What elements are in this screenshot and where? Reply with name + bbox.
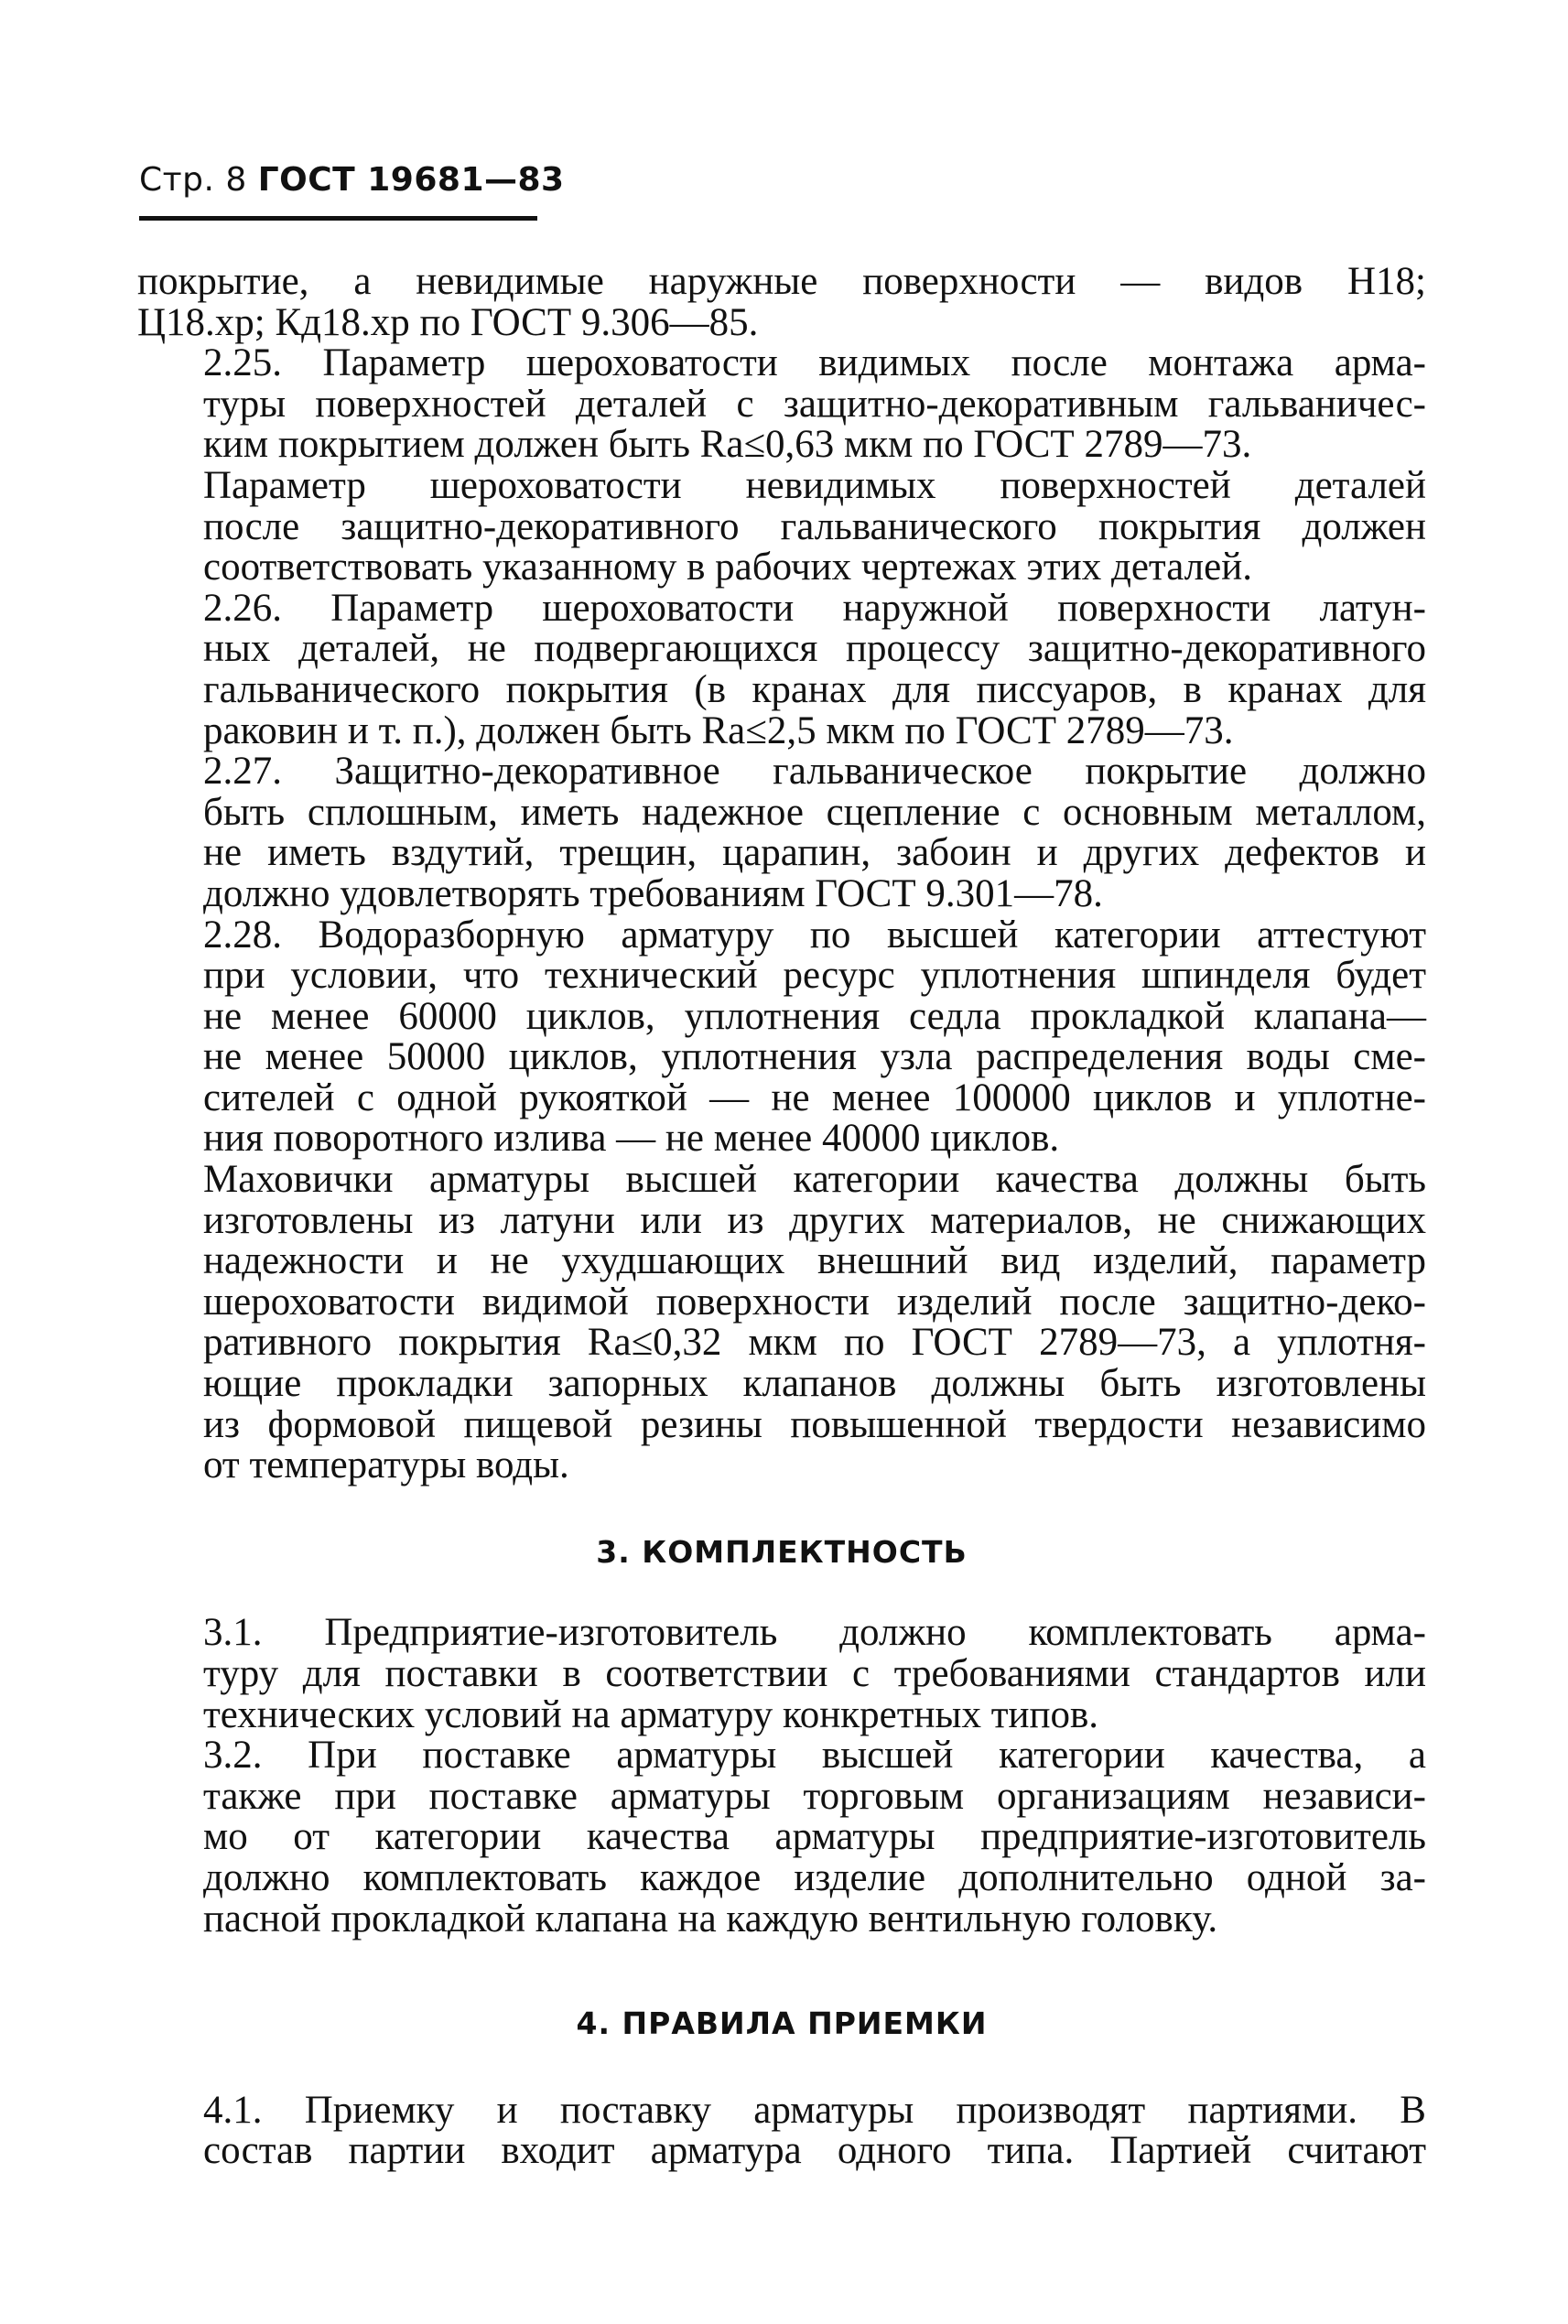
text-line: 2.27. Защитно-декоративное гальваническое покрытие должно bbox=[203, 750, 1426, 794]
text-line: мо от категории качества арматуры предприятие-изготовитель bbox=[203, 1815, 1426, 1859]
text-line: 3.1. Предприятие-изготовитель должно комплектовать арма- bbox=[203, 1611, 1426, 1655]
paragraph-2-28 bbox=[137, 915, 1426, 1161]
paragraph-2-27 bbox=[137, 751, 1426, 914]
text-line: от температуры воды. bbox=[203, 1443, 569, 1487]
document-body bbox=[137, 262, 1426, 2172]
spacer bbox=[137, 2045, 1426, 2091]
text-line: сителей с одной рукояткой — не менее 100000 циклов и уплотне- bbox=[203, 1076, 1426, 1119]
spacer bbox=[137, 1573, 1426, 1613]
text-line: ющие прокладки запорных клапанов должны быть изготовлены bbox=[203, 1362, 1426, 1406]
section-4-title: 4. ПРАВИЛА ПРИЕМКИ bbox=[576, 2005, 988, 2042]
text-line: ким покрытием должен быть Ra≤0,63 мкм по ГОСТ 2789—73. bbox=[203, 423, 1252, 467]
paragraph-continuation bbox=[137, 262, 1426, 343]
section-3-title: 3. КОМПЛЕКТНОСТЬ bbox=[596, 1533, 968, 1570]
text-line: ния поворотного излива — не менее 40000 циклов. bbox=[203, 1117, 1060, 1161]
text-line: туру для поставки в соответствии с требованиями стандартов или bbox=[203, 1652, 1426, 1695]
spacer bbox=[137, 1940, 1426, 2004]
text-line: 2.26. Параметр шероховатости наружной поверхности латун- bbox=[203, 586, 1426, 630]
page-number: Стр. 8 bbox=[139, 161, 247, 199]
text-line: быть сплошным, иметь надежное сцепление с основным металлом, bbox=[203, 790, 1426, 834]
text-line: при условии, что технический ресурс уплотнения шпинделя будет bbox=[203, 954, 1426, 998]
text-line: не менее 50000 циклов, уплотнения узла распределения воды сме- bbox=[203, 1035, 1426, 1079]
text-line: из формовой пищевой резины повышенной твердости независимо bbox=[203, 1402, 1426, 1446]
paragraph-2-26 bbox=[137, 586, 1426, 752]
text-line: 4.1. Приемку и поставку арматуры производят партиями. В bbox=[203, 2088, 1426, 2132]
text-line: надежности и не ухудшающих внешний вид изделий, параметр bbox=[203, 1239, 1426, 1283]
text-line: раковин и т. п.), должен быть Ra≤2,5 мкм по ГОСТ 2789—73. bbox=[203, 708, 1234, 752]
paragraph-3-2 bbox=[137, 1735, 1426, 1940]
text-line: не иметь вздутий, трещин, царапин, забоин и других дефектов и bbox=[203, 831, 1426, 875]
paragraph-2-25 bbox=[137, 343, 1426, 466]
text-line: Маховички арматуры высшей категории качества должны быть bbox=[203, 1158, 1426, 1202]
text-line: пасной прокладкой клапана на каждую вентильную головку. bbox=[203, 1897, 1218, 1940]
text-line: гальванического покрытия (в кранах для писсуаров, в кранах для bbox=[203, 667, 1426, 711]
paragraph-4-1 bbox=[137, 2088, 1426, 2173]
text-line: ных деталей, не подвергающихся процессу защитно-декоративного bbox=[203, 627, 1426, 671]
text-line: Параметр шероховатости невидимых поверхностей деталей bbox=[203, 463, 1426, 507]
text-line: не менее 60000 циклов, уплотнения седла прокладкой клапана— bbox=[203, 994, 1426, 1038]
running-header bbox=[139, 161, 565, 199]
document-code: ГОСТ 19681—83 bbox=[257, 161, 565, 199]
text-line: должно комплектовать каждое изделие дополнительно одной за- bbox=[203, 1855, 1426, 1899]
text-line: после защитно-декоративного гальванического покрытия должен bbox=[203, 504, 1426, 548]
text-line: также при поставке арматуры торговым организациям независи- bbox=[203, 1774, 1426, 1818]
paragraph-3-1 bbox=[137, 1613, 1426, 1735]
text-line: изготовлены из латуни или из других материалов, не снижающих bbox=[203, 1198, 1426, 1242]
text-line: шероховатости видимой поверхности изделий после защитно-деко- bbox=[203, 1280, 1426, 1324]
header-rule bbox=[139, 216, 537, 221]
text-line: состав партии входит арматура одного типа. Партией считают bbox=[203, 2129, 1426, 2173]
text-line: ративного покрытия Ra≤0,32 мкм по ГОСТ 2789—73, а уплотня- bbox=[203, 1321, 1426, 1365]
text-line: покрытие, а невидимые наружные поверхности — видов Н18; bbox=[137, 260, 1426, 303]
text-line: соответствовать указанному в рабочих чертежах этих деталей. bbox=[203, 546, 1252, 589]
paragraph-2-25-roughness bbox=[137, 463, 1426, 589]
spacer bbox=[137, 1486, 1426, 1532]
paragraph-2-28-handwheels bbox=[137, 1160, 1426, 1486]
text-line: Ц18.хр; Кд18.хр по ГОСТ 9.306—85. bbox=[137, 300, 759, 344]
text-line: 3.2. При поставке арматуры высшей категории качества, а bbox=[203, 1734, 1426, 1778]
text-line: технических условий на арматуру конкретных типов. bbox=[203, 1692, 1099, 1736]
text-line: туры поверхностей деталей с защитно-декоративным гальваничес- bbox=[203, 382, 1426, 426]
text-line: должно удовлетворять требованиям ГОСТ 9.301—78. bbox=[203, 871, 1103, 915]
text-line: 2.28. Водоразборную арматуру по высшей категории аттестуют bbox=[203, 913, 1426, 957]
text-line: 2.25. Параметр шероховатости видимых после монтажа арма- bbox=[203, 341, 1426, 385]
